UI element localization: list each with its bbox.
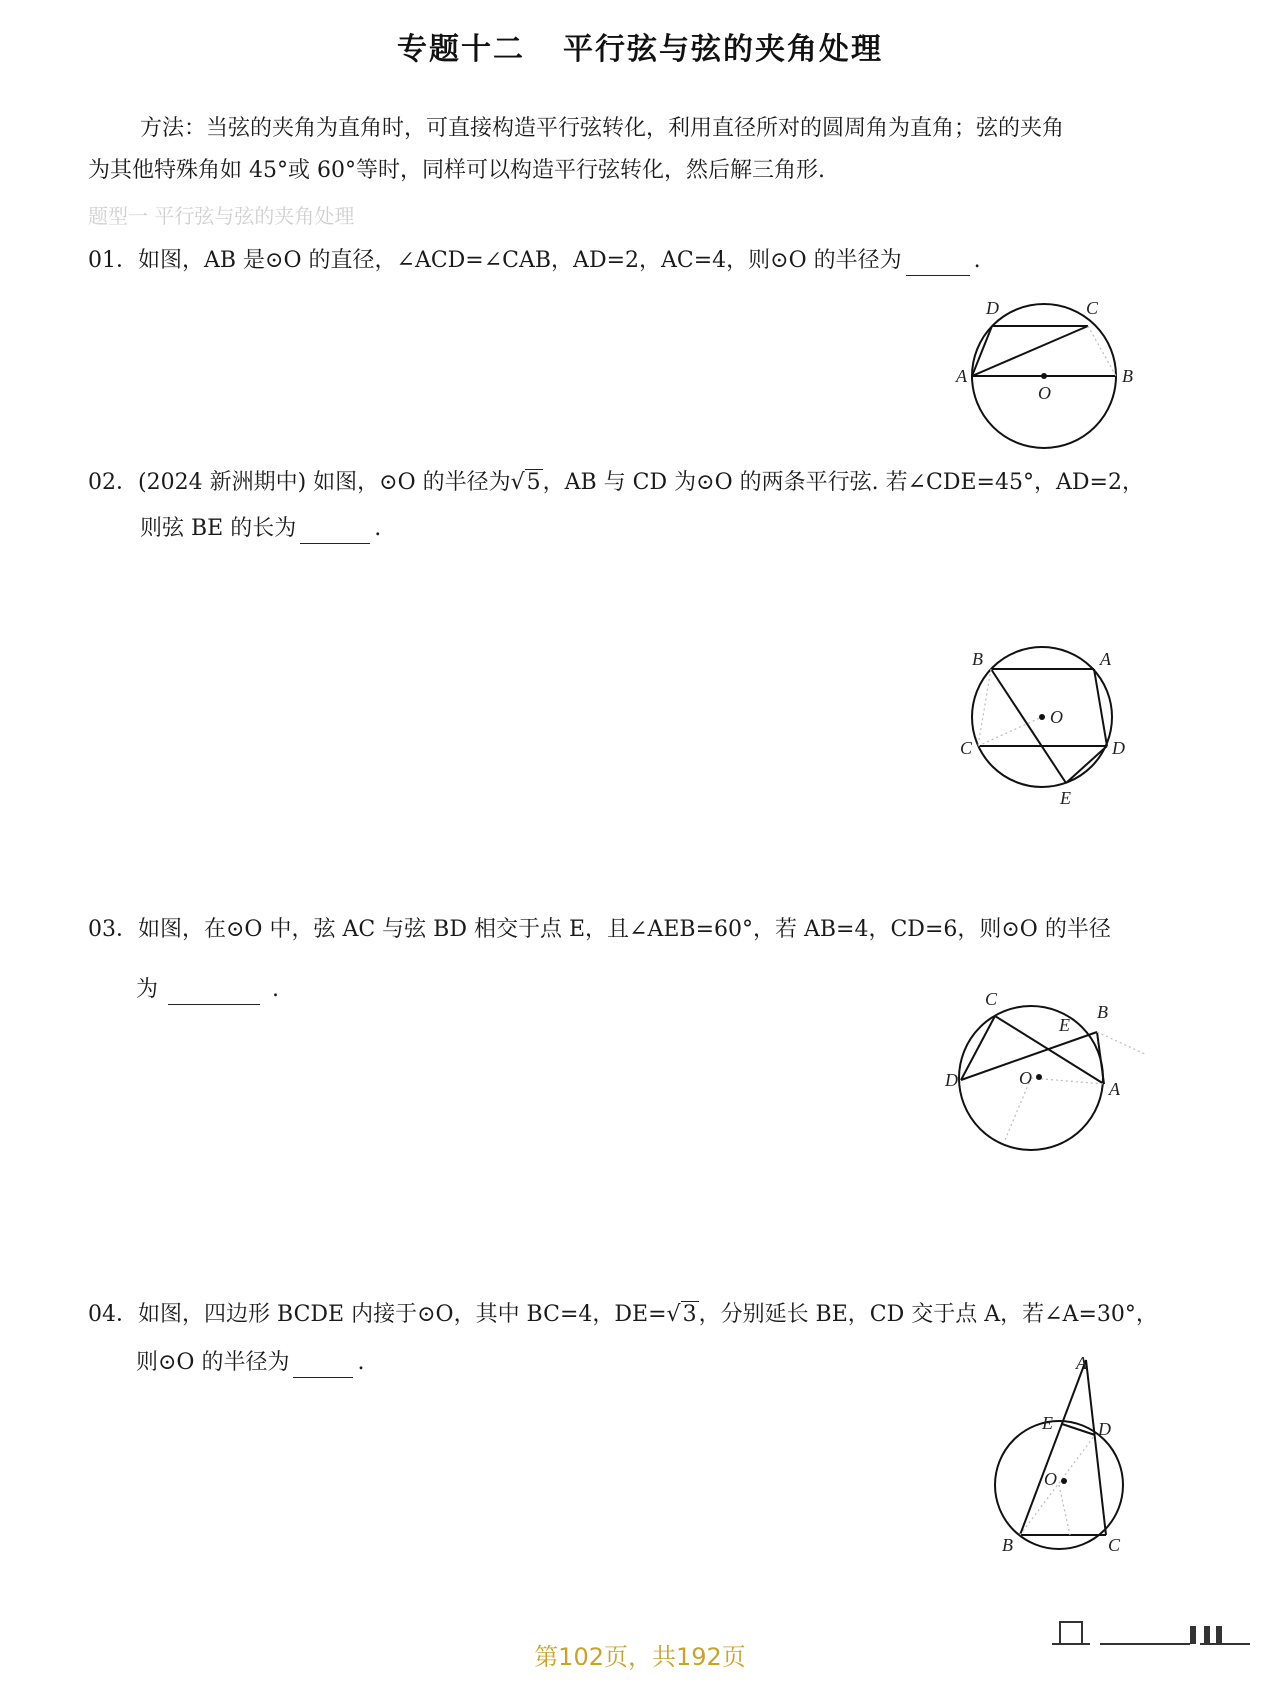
figure-03-label-O: O: [1019, 1068, 1032, 1088]
figure-01-label-C: C: [1086, 298, 1099, 318]
zoom-bar-icon: [1100, 1626, 1196, 1644]
fit-page-icon: [1052, 1622, 1090, 1644]
figure-04: [990, 1355, 1140, 1555]
problem-03-line-2: [136, 975, 279, 1005]
figure-03-center-dot: [1036, 1074, 1042, 1080]
problem-04-sqrt: √3: [666, 1302, 697, 1327]
figure-03-faint-OA: [1031, 1078, 1104, 1084]
figure-01: [950, 296, 1150, 456]
problem-02-period: .: [374, 516, 382, 541]
problem-04-text-a: 如图，四边形 BCDE 内接于⊙O，其中 BC=4，DE=: [138, 1302, 667, 1327]
problem-04-period: .: [357, 1350, 365, 1375]
figure-01-center-dot: [1041, 373, 1047, 379]
faded-section-note: 题型一 平行弦与弦的夹角处理: [88, 204, 355, 228]
figure-03-label-C: C: [985, 989, 998, 1009]
figure-03-chord-BA: [1097, 1032, 1104, 1084]
figure-04-label-C: C: [1108, 1535, 1121, 1555]
figure-02-label-B: B: [972, 649, 983, 669]
method-line-2: 为其他特殊角如 45°或 60°等时，同样可以构造平行弦转化，然后解三角形.: [88, 158, 825, 183]
problem-02-sqrt-value: 5: [526, 470, 541, 495]
problem-03-line2-text: 为: [136, 977, 159, 1002]
problem-04-number: 04．: [88, 1302, 138, 1327]
figure-04-label-A: A: [1076, 1355, 1087, 1373]
figure-02-chord-AD: [1094, 669, 1107, 746]
figure-01-label-O: O: [1038, 383, 1051, 403]
problem-02-answer-blank[interactable]: [300, 519, 370, 544]
figure-02-label-A: A: [1100, 649, 1111, 669]
figure-04-label-B: B: [1002, 1535, 1013, 1555]
problem-02-number: 02．: [88, 470, 138, 495]
figure-04-faint-BD: [1020, 1435, 1095, 1535]
figure-04-label-O: O: [1044, 1469, 1057, 1489]
figure-04-line-BA: [1020, 1360, 1086, 1535]
figure-02-label-C: C: [960, 738, 973, 758]
problem-04-answer-blank[interactable]: [293, 1353, 353, 1378]
figure-04-faint-radius: [1059, 1485, 1070, 1535]
problem-02-sqrt: √5: [510, 470, 541, 495]
figure-02-label-O: O: [1050, 707, 1063, 727]
problem-02-line2-text: 则弦 BE 的长为: [140, 516, 297, 541]
problem-01-answer-blank[interactable]: [906, 251, 970, 276]
problem-04-text-b: ，分别延长 BE，CD 交于点 A，若∠A=30°，: [698, 1302, 1158, 1327]
figure-03-chord-CA: [995, 1016, 1104, 1084]
figure-01-label-D: D: [986, 298, 999, 318]
page-indicator: 第102页，共192页: [534, 1643, 746, 1671]
figure-04-label-E: E: [1042, 1413, 1053, 1433]
figure-02-chord-DE: [1066, 746, 1107, 783]
title-heading: 平行弦与弦的夹角处理: [563, 32, 883, 67]
problem-01-text: 如图，AB 是⊙O 的直径，∠ACD=∠CAB，AD=2，AC=4，则⊙O 的半径为: [138, 248, 902, 273]
figure-02-faint-BC: [978, 669, 991, 746]
problem-04-sqrt-value: 3: [682, 1302, 697, 1327]
problem-02-line-2: [140, 514, 381, 544]
figure-03: [945, 980, 1165, 1170]
figure-03-label-B: B: [1097, 1002, 1108, 1022]
figure-03-label-E: E: [1059, 1015, 1070, 1035]
figure-03-label-D: D: [945, 1070, 958, 1090]
problem-03-number: 03．: [88, 917, 138, 942]
figure-01-label-A: A: [956, 366, 967, 386]
problem-02-text-a: (2024 新洲期中) 如图，⊙O 的半径为: [138, 470, 511, 495]
figure-02-label-D: D: [1112, 738, 1125, 758]
figure-02-label-E: E: [1060, 788, 1071, 808]
problem-02-text-b: ，AB 与 CD 为⊙O 的两条平行弦. 若∠CDE=45°，AD=2，: [542, 470, 1144, 495]
figure-02: [950, 640, 1150, 810]
figure-04-label-D: D: [1098, 1419, 1111, 1439]
problem-01-period: .: [973, 248, 981, 273]
figure-04-line-AC: [1086, 1360, 1106, 1535]
figure-03-faint-ext: [1097, 1032, 1145, 1054]
figure-04-center-dot: [1061, 1478, 1067, 1484]
method-line-1: 方法：当弦的夹角为直角时，可直接构造平行弦转化，利用直径所对的圆周角为直角；弦的夹角: [140, 116, 1065, 141]
problem-04-line2-text: 则⊙O 的半径为: [136, 1350, 290, 1375]
figure-02-center-dot: [1039, 714, 1045, 720]
title-topic: 专题十二: [397, 32, 525, 67]
problem-03-text: 如图，在⊙O 中，弦 AC 与弦 BD 相交于点 E，且∠AEB=60°，若 AB=4，CD=6，则⊙O 的半径: [138, 917, 1111, 942]
problem-01: [88, 246, 981, 276]
problem-03-period: .: [272, 977, 280, 1002]
viewer-controls[interactable]: [1050, 1618, 1260, 1648]
figure-03-label-A: A: [1109, 1079, 1120, 1099]
problem-04-line-2: [136, 1348, 364, 1378]
problem-01-number: 01．: [88, 248, 138, 273]
two-page-icon: [1200, 1626, 1250, 1644]
page-title: [0, 24, 1280, 68]
problem-04-line-1: [88, 1300, 1158, 1330]
problem-03-line-1: [88, 915, 1111, 945]
problem-03-answer-blank[interactable]: [168, 980, 260, 1005]
problem-02-line-1: [88, 468, 1144, 498]
figure-01-label-B: B: [1122, 366, 1133, 386]
